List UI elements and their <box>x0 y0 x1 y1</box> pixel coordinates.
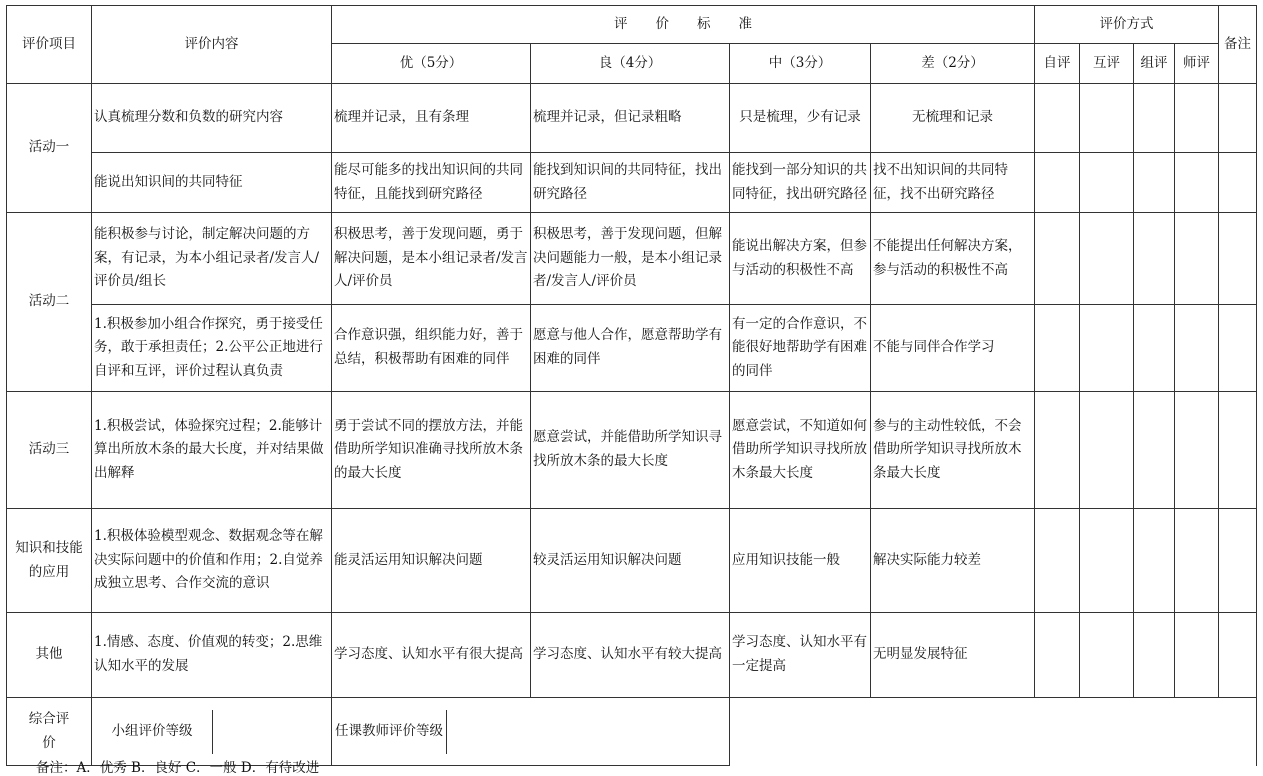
header-project: 评价项目 <box>7 6 92 84</box>
header-standard: 评价标准 <box>332 6 1035 44</box>
table-row <box>7 213 1257 305</box>
row-label-activity3: 活动三 <box>7 392 92 509</box>
remark-cell[interactable] <box>1219 613 1257 698</box>
score-peer[interactable] <box>1080 213 1134 305</box>
remark-cell[interactable] <box>1219 84 1257 153</box>
medium-cell: 学习态度、认知水平有一定提高 <box>730 613 871 698</box>
table-row <box>7 153 1257 213</box>
teacher-grade-value[interactable] <box>447 710 729 754</box>
score-self[interactable] <box>1035 305 1080 392</box>
good-cell: 学习态度、认知水平有较大提高 <box>531 613 730 698</box>
content-cell: 认真梳理分数和负数的研究内容 <box>92 84 332 153</box>
row-label-activity1: 活动一 <box>7 84 92 213</box>
score-self[interactable] <box>1035 392 1080 509</box>
score-peer[interactable] <box>1080 305 1134 392</box>
remark-cell[interactable] <box>1219 153 1257 213</box>
score-self[interactable] <box>1035 153 1080 213</box>
poor-cell: 无明显发展特征 <box>871 613 1035 698</box>
poor-cell: 不能提出任何解决方案，参与活动的积极性不高 <box>871 213 1035 305</box>
row-label-knowledge: 知识和技能的应用 <box>7 509 92 613</box>
remark-cell[interactable] <box>1219 213 1257 305</box>
excellent-cell: 勇于尝试不同的摆放方法，并能借助所学知识准确寻找所放木条的最大长度 <box>332 392 531 509</box>
table-row <box>7 392 1257 509</box>
row-label-summary: 综合评价 <box>7 698 92 766</box>
content-cell: 1.积极尝试，体验探究过程；2.能够计算出所放木条的最大长度，并对结果做出解释 <box>92 392 332 509</box>
remark-cell[interactable] <box>1219 305 1257 392</box>
score-teacher[interactable] <box>1175 509 1219 613</box>
footer-note: 备注：A．优秀 B．良好 C．一般 D．有待改进 <box>36 760 320 776</box>
score-self[interactable] <box>1035 509 1080 613</box>
table-row <box>7 509 1257 613</box>
excellent-cell: 梳理并记录，且有条理 <box>332 84 531 153</box>
teacher-grade-label: 任课教师评价等级 <box>332 710 447 754</box>
table-row <box>7 84 1257 153</box>
excellent-cell: 能灵活运用知识解决问题 <box>332 509 531 613</box>
score-teacher[interactable] <box>1175 84 1219 153</box>
medium-cell: 应用知识技能一般 <box>730 509 871 613</box>
score-group[interactable] <box>1134 392 1175 509</box>
score-peer[interactable] <box>1080 84 1134 153</box>
method-peer: 互评 <box>1080 44 1134 84</box>
medium-cell: 有一定的合作意识，不能很好地帮助学有困难的同伴 <box>730 305 871 392</box>
score-group[interactable] <box>1134 509 1175 613</box>
row-label-activity2: 活动二 <box>7 213 92 392</box>
content-cell: 1.积极体验模型观念、数据观念等在解决实际问题中的价值和作用；2.自觉养成独立思考、合作交流的意识 <box>92 509 332 613</box>
excellent-cell: 能尽可能多的找出知识间的共同特征，且能找到研究路径 <box>332 153 531 213</box>
level-poor: 差（2分） <box>871 44 1035 84</box>
header-content: 评价内容 <box>92 6 332 84</box>
table-row <box>7 613 1257 698</box>
score-group[interactable] <box>1134 613 1175 698</box>
score-peer[interactable] <box>1080 153 1134 213</box>
good-cell: 梳理并记录，但记录粗略 <box>531 84 730 153</box>
level-good: 良（4分） <box>531 44 730 84</box>
score-self[interactable] <box>1035 213 1080 305</box>
header-remark: 备注 <box>1219 6 1257 84</box>
score-peer[interactable] <box>1080 392 1134 509</box>
good-cell: 较灵活运用知识解决问题 <box>531 509 730 613</box>
content-cell: 1.积极参加小组合作探究，勇于接受任务，敢于承担责任；2.公平公正地进行自评和互评，评价过程认真负责 <box>92 305 332 392</box>
header-method: 评价方式 <box>1035 6 1219 44</box>
score-peer[interactable] <box>1080 509 1134 613</box>
medium-cell: 能说出解决方案，但参与活动的积极性不高 <box>730 213 871 305</box>
score-self[interactable] <box>1035 613 1080 698</box>
score-group[interactable] <box>1134 84 1175 153</box>
content-cell: 能积极参与讨论，制定解决问题的方案，有记录，为本小组记录者/发言人/评价员/组长 <box>92 213 332 305</box>
score-teacher[interactable] <box>1175 153 1219 213</box>
score-group[interactable] <box>1134 213 1175 305</box>
content-cell: 能说出知识间的共同特征 <box>92 153 332 213</box>
method-group: 组评 <box>1134 44 1175 84</box>
level-excellent: 优（5分） <box>332 44 531 84</box>
level-medium: 中（3分） <box>730 44 871 84</box>
group-grade-label: 小组评价等级 <box>92 710 213 754</box>
evaluation-table <box>6 5 1257 766</box>
method-self: 自评 <box>1035 44 1080 84</box>
excellent-cell: 合作意识强，组织能力好，善于总结，积极帮助有困难的同伴 <box>332 305 531 392</box>
content-cell: 1.情感、态度、价值观的转变；2.思维认知水平的发展 <box>92 613 332 698</box>
summary-blank <box>730 698 1257 766</box>
medium-cell: 愿意尝试，不知道如何借助所学知识寻找所放木条最大长度 <box>730 392 871 509</box>
medium-cell: 只是梳理，少有记录 <box>730 84 871 153</box>
poor-cell: 找不出知识间的共同特征，找不出研究路径 <box>871 153 1035 213</box>
poor-cell: 解决实际能力较差 <box>871 509 1035 613</box>
score-group[interactable] <box>1134 305 1175 392</box>
score-self[interactable] <box>1035 84 1080 153</box>
excellent-cell: 学习态度、认知水平有很大提高 <box>332 613 531 698</box>
table-row <box>7 305 1257 392</box>
good-cell: 愿意尝试，并能借助所学知识寻找所放木条的最大长度 <box>531 392 730 509</box>
score-peer[interactable] <box>1080 613 1134 698</box>
poor-cell: 参与的主动性较低，不会借助所学知识寻找所放木条最大长度 <box>871 392 1035 509</box>
poor-cell: 无梳理和记录 <box>871 84 1035 153</box>
score-teacher[interactable] <box>1175 213 1219 305</box>
medium-cell: 能找到一部分知识的共同特征，找出研究路径 <box>730 153 871 213</box>
good-cell: 愿意与他人合作，愿意帮助学有困难的同伴 <box>531 305 730 392</box>
good-cell: 能找到知识间的共同特征，找出研究路径 <box>531 153 730 213</box>
excellent-cell: 积极思考，善于发现问题，勇于解决问题，是本小组记录者/发言人/评价员 <box>332 213 531 305</box>
score-teacher[interactable] <box>1175 613 1219 698</box>
good-cell: 积极思考，善于发现问题，但解决问题能力一般，是本小组记录者/发言人/评价员 <box>531 213 730 305</box>
remark-cell[interactable] <box>1219 509 1257 613</box>
remark-cell[interactable] <box>1219 392 1257 509</box>
poor-cell: 不能与同伴合作学习 <box>871 305 1035 392</box>
score-group[interactable] <box>1134 153 1175 213</box>
group-grade-value[interactable] <box>213 710 331 754</box>
method-teacher: 师评 <box>1175 44 1219 84</box>
score-teacher[interactable] <box>1175 392 1219 509</box>
score-teacher[interactable] <box>1175 305 1219 392</box>
summary-row <box>7 698 1257 766</box>
row-label-other: 其他 <box>7 613 92 698</box>
